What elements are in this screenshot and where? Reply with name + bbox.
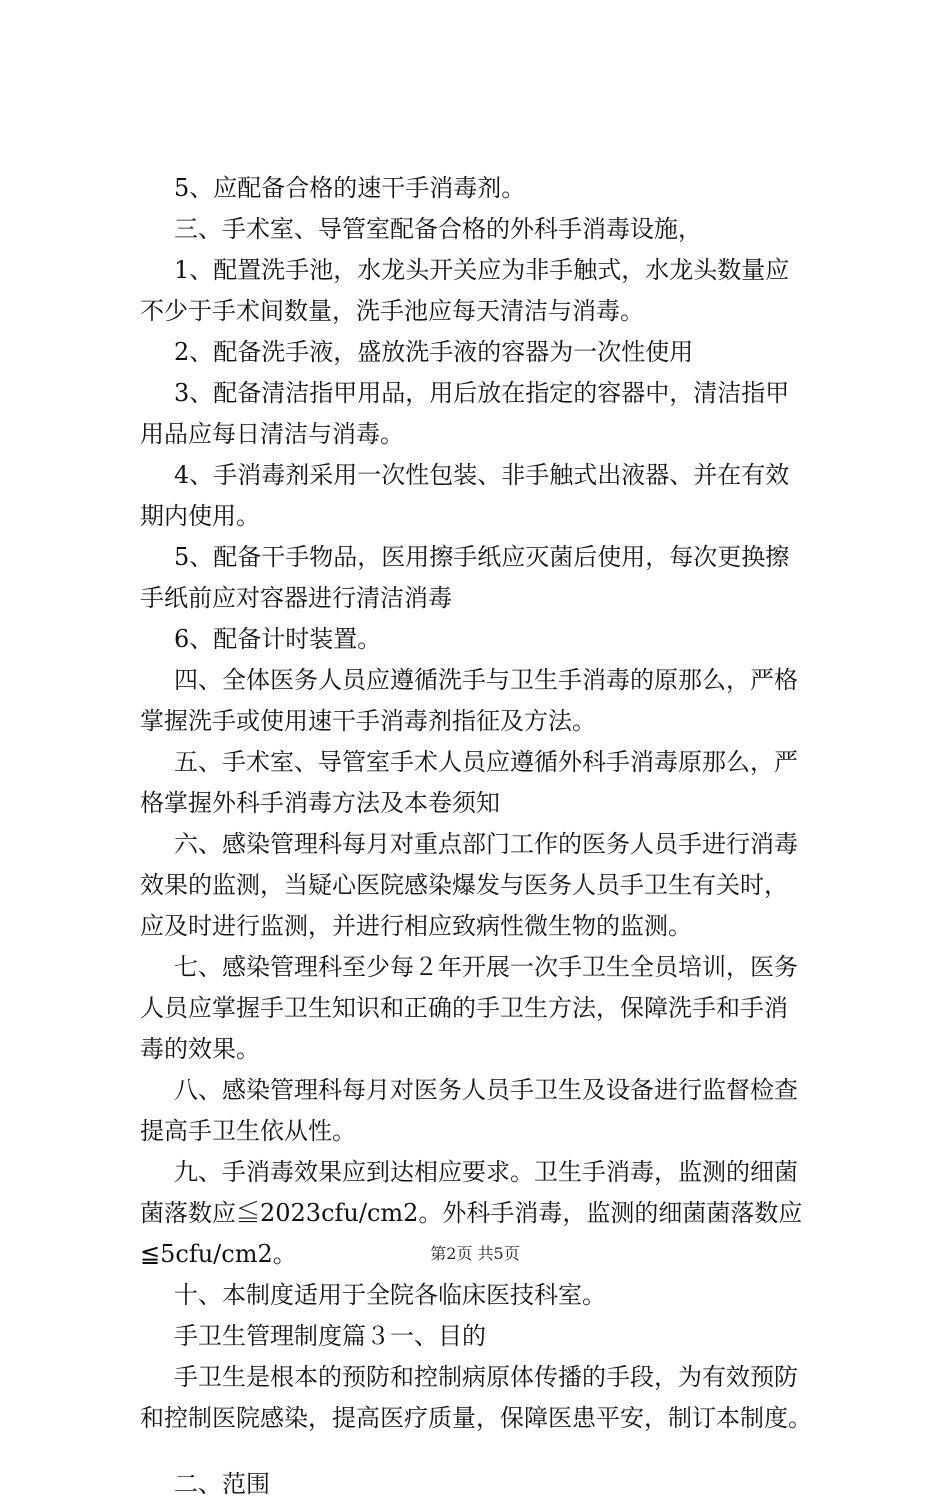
paragraph-line: 效果的监测，当疑心医院感染爆发与医务人员手卫生有关时， bbox=[140, 871, 788, 899]
paragraph-line: 不少于手术间数量，洗手池应每天清洁与消毒。 bbox=[140, 297, 644, 325]
paragraph-line: 五、手术室、导管室手术人员应遵循外科手消毒原那么，严 bbox=[174, 748, 798, 776]
paragraph-line: 6、配备计时装置。 bbox=[174, 625, 382, 653]
paragraph-line: 三、手术室、导管室配备合格的外科手消毒设施， bbox=[174, 215, 702, 243]
paragraph-line: 格掌握外科手消毒方法及本卷须知 bbox=[140, 789, 500, 817]
paragraph-line: 六、感染管理科每月对重点部门工作的医务人员手进行消毒 bbox=[174, 830, 798, 858]
paragraph-line: 十、本制度适用于全院各临床医技科室。 bbox=[174, 1281, 606, 1309]
paragraph-line: 1、配置洗手池，水龙头开关应为非手触式，水龙头数量应 bbox=[174, 256, 790, 284]
page-number-footer: 第2页 共5页 bbox=[430, 1244, 520, 1263]
paragraph-line: 八、感染管理科每月对医务人员手卫生及设备进行监督检查 bbox=[174, 1076, 798, 1104]
section-heading: 手卫生管理制度篇３一、目的 bbox=[174, 1322, 486, 1350]
paragraph-line: 人员应掌握手卫生知识和正确的手卫生方法，保障洗手和手消 bbox=[140, 994, 788, 1022]
section-heading: 二、范围 bbox=[174, 1470, 270, 1498]
paragraph-line: 5、应配备合格的速干手消毒剂。 bbox=[174, 174, 526, 202]
paragraph-line: 菌落数应≦2023cfu/cm2。外科手消毒，监测的细菌菌落数应 bbox=[140, 1199, 803, 1227]
paragraph-line: 四、全体医务人员应遵循洗手与卫生手消毒的原那么，严格 bbox=[174, 666, 798, 694]
paragraph-line: 九、手消毒效果应到达相应要求。卫生手消毒，监测的细菌 bbox=[174, 1158, 798, 1186]
paragraph-line: 手纸前应对容器进行清洁消毒 bbox=[140, 584, 452, 612]
paragraph-line: 2、配备洗手液，盛放洗手液的容器为一次性使用 bbox=[174, 338, 694, 366]
paragraph-line: 3、配备清洁指甲用品，用后放在指定的容器中，清洁指甲 bbox=[174, 379, 790, 407]
paragraph-line: 5、配备干手物品，医用擦手纸应灭菌后使用，每次更换擦 bbox=[174, 543, 790, 571]
paragraph-line: 提高手卫生依从性。 bbox=[140, 1117, 356, 1145]
document-body bbox=[140, 168, 840, 1505]
paragraph-line: 手卫生是根本的预防和控制病原体传播的手段，为有效预防 bbox=[174, 1363, 798, 1391]
paragraph-line: 应及时进行监测，并进行相应致病性微生物的监测。 bbox=[140, 912, 692, 940]
paragraph-line: 4、手消毒剂采用一次性包装、非手触式出液器、并在有效 bbox=[174, 461, 790, 489]
paragraph-line: ≦5cfu/cm2。 bbox=[140, 1240, 297, 1268]
paragraph-line: 期内使用。 bbox=[140, 502, 260, 530]
paragraph-line: 掌握洗手或使用速干手消毒剂指征及方法。 bbox=[140, 707, 596, 735]
paragraph-line: 用品应每日清洁与消毒。 bbox=[140, 420, 404, 448]
paragraph-line: 和控制医院感染，提高医疗质量，保障医患平安，制订本制度。 bbox=[140, 1404, 812, 1432]
paragraph-line: 七、感染管理科至少每２年开展一次手卫生全员培训，医务 bbox=[174, 953, 798, 981]
paragraph-line: 毒的效果。 bbox=[140, 1035, 260, 1063]
